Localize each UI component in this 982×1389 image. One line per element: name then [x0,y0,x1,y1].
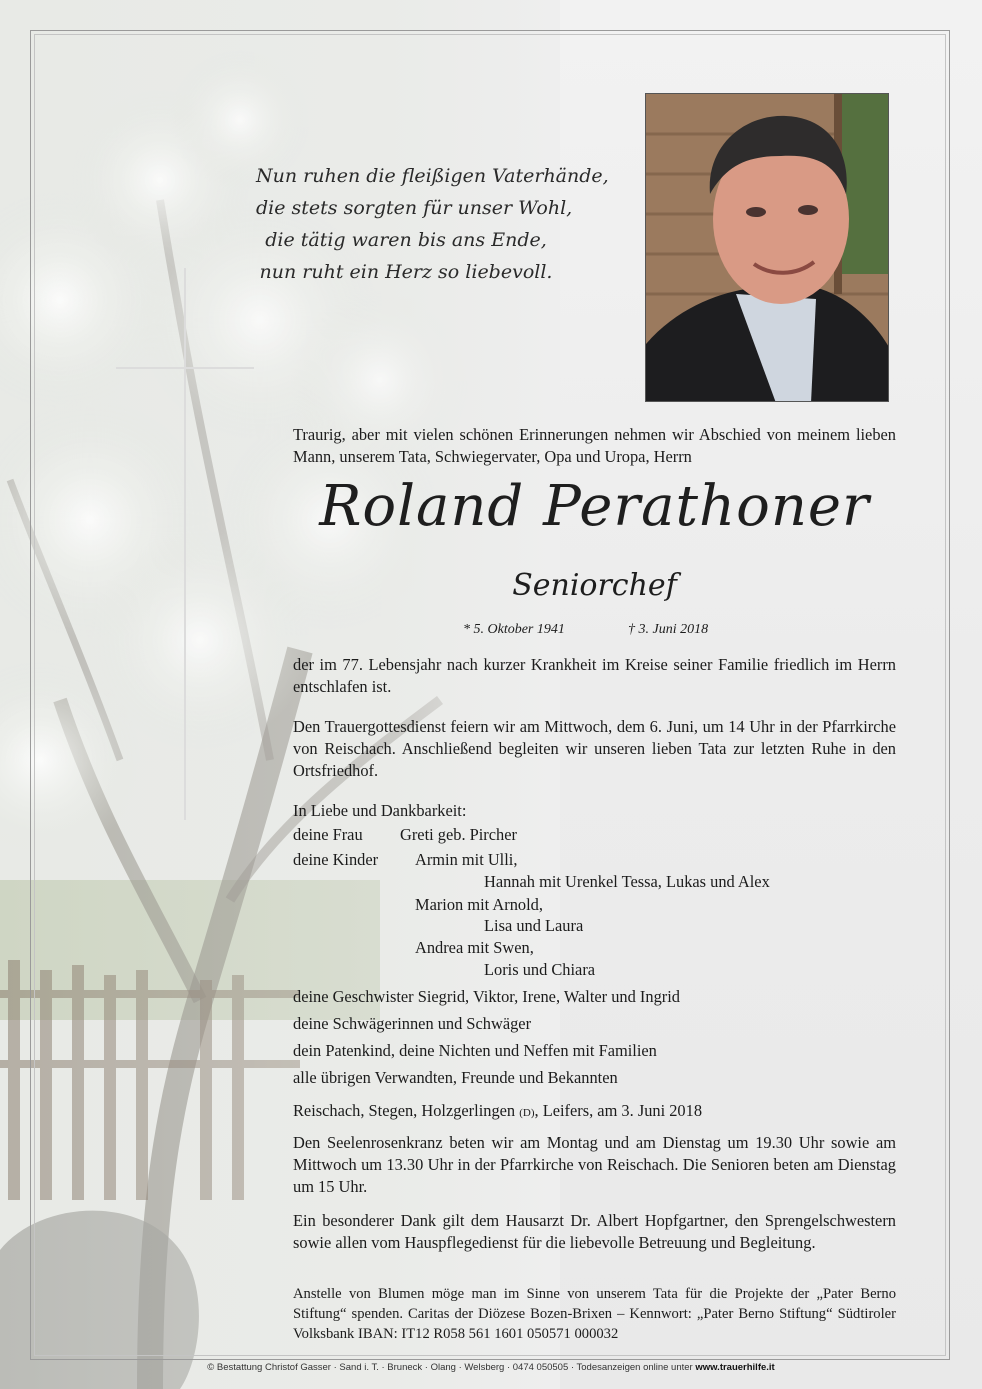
portrait-photo [645,93,889,402]
wife-name: Greti geb. Pircher [400,825,517,844]
child-name: Andrea mit Swen, [415,938,534,957]
country-code: (D) [519,1107,535,1119]
intro-text: Traurig, aber mit vielen schönen Erinnerungen nehmen wir Abschied von meinem lieben Mann, unserem Tata, Schwiegervater, Opa und Uropa, Herrn [293,425,896,466]
rosary-text: Den Seelenrosenkranz beten wir am Montag und am Dienstag um 19.30 Uhr sowie am Mittwoch um 13.30 Uhr in der Pfarrkirche von Reischach. Die Senioren beten am Dienstag um 15 Uhr. [293,1133,896,1196]
place-and-date [293,1101,702,1121]
gratitude-text: Ein besonderer Dank gilt dem Hausarzt Dr. Albert Hopfgartner, den Sprengelschwestern sowie allen vom Hauspflegedienst für die liebevolle Betreuung und Begleitung. [293,1211,896,1252]
place-list: Reischach, Stegen, Holzgerlingen [293,1101,520,1120]
child-name: Marion mit Arnold, [415,895,543,914]
footer-link[interactable]: www.trauerhilfe.it [695,1362,775,1373]
relatives-line: alle übrigen Verwandten, Freunde und Bekannten [293,1068,618,1087]
poem-line: nun ruht ein Herz so liebevoll. [259,261,553,283]
child-name: Armin mit Ulli, [415,850,518,869]
birth-date: * 5. Oktober 1941 [463,622,565,637]
footer-credits [0,1362,982,1373]
funeral-service-text: Den Trauergottesdienst feiern wir am Mittwoch, dem 6. Juni, um 14 Uhr in der Pfarrkirche von Reischach. Anschließend begleiten wir unseren lieben Tata zur letzten Ruhe in den Ortsfriedhof. [293,717,896,780]
children-label: deine Kinder [293,850,379,869]
relatives-line: deine Schwägerinnen und Schwäger [293,1014,532,1033]
death-date: † 3. Juni 2018 [628,622,709,637]
deceased-name: Roland Perathoner [319,474,870,539]
grandchildren-names: Loris und Chiara [484,960,596,979]
footer-text: © Bestattung Christof Gasser · Sand i. T. · Bruneck · Olang · Welsberg · 0474 050505 · Todesanzeigen online unter [207,1362,696,1373]
poem-line: die tätig waren bis ans Ende, [265,229,547,251]
poem-line: Nun ruhen die fleißigen Vaterhände, [256,165,609,187]
relatives-line: deine Geschwister Siegrid, Viktor, Irene, Walter und Ingrid [293,987,680,1006]
death-notice-text: der im 77. Lebensjahr nach kurzer Krankheit im Kreise seiner Familie friedlich im Herrn entschlafen ist. [293,655,896,696]
wife-label: deine Frau [293,825,363,844]
grandchildren-names: Lisa und Laura [484,916,584,935]
donation-text: Anstelle von Blumen möge man im Sinne von unserem Tata für die Projekte der „Pater Berno Stiftung“ spenden. Caritas der Diözese Bozen-Brixen – Kennwort: „Pater Berno Stiftung“ Südtiroler Volksbank IBAN: IT12 R058 561 1601 050571 000032 [293,1286,896,1342]
place-date-end: , Leifers, am 3. Juni 2018 [534,1101,703,1120]
relatives-line: dein Patenkind, deine Nichten und Neffen mit Familien [293,1041,657,1060]
poem-line: die stets sorgten für unser Wohl, [256,197,573,219]
thanks-heading: In Liebe und Dankbarkeit: [293,801,467,820]
deceased-title: Seniorchef [512,568,677,603]
cross-icon-vertical [184,268,186,820]
memorial-poem [256,160,609,288]
grandchildren-names: Hannah mit Urenkel Tessa, Lukas und Alex [484,872,770,891]
cross-icon-horizontal [116,367,254,369]
